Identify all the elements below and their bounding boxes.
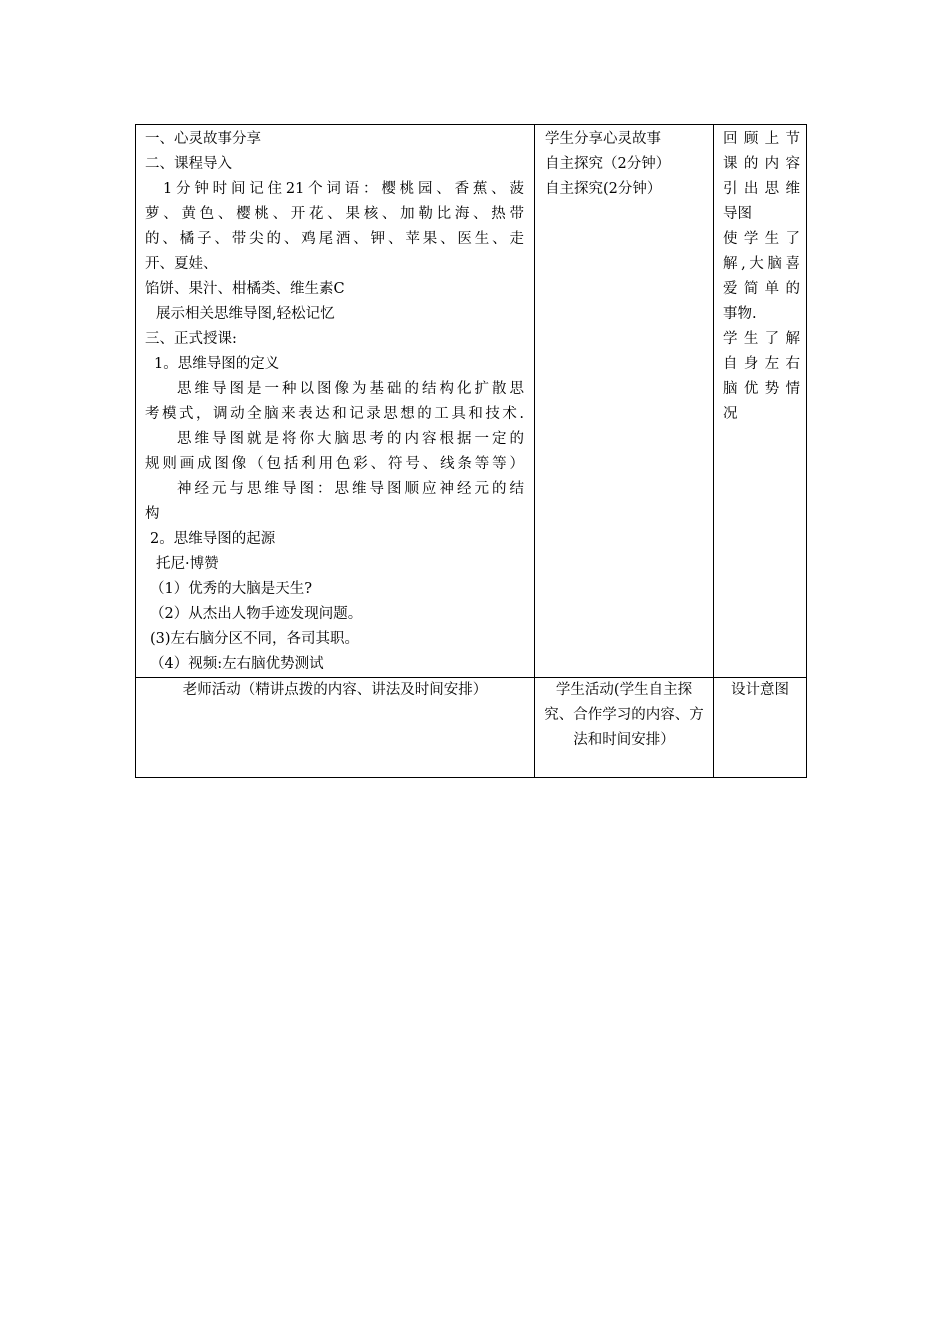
intent-line: 导图: [723, 206, 752, 222]
main-line: 思维导图就是将你大脑思考的内容根据一定的: [177, 431, 524, 447]
main-line: 展示相关思维导图,轻松记忆: [156, 306, 335, 322]
content-row: [136, 125, 807, 678]
header-row: [136, 678, 807, 778]
student-activity-header: [535, 678, 714, 778]
main-line: 考模式，调动全脑来表达和记录思想的工具和技术.: [145, 406, 524, 422]
intent-line: 况: [723, 406, 738, 422]
student-line: 自主探究（2分钟）: [545, 156, 671, 172]
main-line: 2。思维导图的起源: [150, 531, 276, 547]
main-line: 神经元与思维导图：思维导图顺应神经元的结: [177, 481, 524, 497]
lesson-plan-table: [135, 124, 807, 778]
intent-line: 脑优势情: [723, 381, 800, 397]
intent-line: 课的内容: [723, 156, 800, 172]
main-line: （2）从杰出人物手迹发现问题。: [150, 606, 363, 622]
teacher-activity-cell: [136, 125, 535, 678]
main-line: 1。思维导图的定义: [154, 356, 280, 372]
teacher-activity-label: 老师活动（精讲点拨的内容、讲法及时间安排）: [182, 682, 488, 698]
design-intent-label: 设计意图: [731, 682, 789, 698]
intent-line: 学生了解: [723, 331, 800, 347]
intent-line: 自身左右: [723, 356, 800, 372]
main-line: 萝、黄色、樱桃、开花、果核、加勒比海、热带: [145, 206, 524, 222]
intent-line: 爱简单的: [723, 281, 800, 297]
student-line: 自主探究(2分钟）: [545, 181, 662, 197]
main-line: （1）优秀的大脑是天生?: [150, 581, 312, 597]
intent-line: 引出思维: [723, 181, 800, 197]
main-line: 开、夏娃、: [145, 256, 218, 272]
intent-line: 回顾上节: [723, 131, 800, 147]
main-line: (3)左右脑分区不同，各司其职。: [150, 631, 360, 647]
main-line: 1分钟时间记住21个词语：樱桃园、香蕉、菠: [163, 181, 524, 197]
main-line: 构: [145, 506, 160, 522]
design-intent-cell: [714, 125, 807, 678]
main-line: 馅饼、果汁、柑橘类、维生素C: [145, 281, 345, 297]
main-line: 的、橘子、带尖的、鸡尾酒、钾、苹果、医生、走: [145, 231, 524, 247]
main-line: 托尼·博赞: [156, 556, 219, 572]
main-line: 一、心灵故事分享: [145, 131, 261, 147]
design-intent-header: [714, 678, 807, 778]
student-activity-label: 学生活动(学生自主探究、合作学习的内容、方法和时间安排）: [544, 682, 704, 748]
main-line: 三、正式授课:: [145, 331, 237, 347]
main-line: 思维导图是一种以图像为基础的结构化扩散思: [177, 381, 524, 397]
main-line: 规则画成图像（包括利用色彩、符号、线条等等）: [145, 456, 524, 472]
intent-line: 解,大脑喜: [723, 256, 800, 272]
teacher-activity-header: [136, 678, 535, 778]
main-line: 二、课程导入: [145, 156, 232, 172]
main-line: （4）视频:左右脑优势测试: [150, 656, 324, 672]
intent-line: 事物.: [723, 306, 757, 322]
student-activity-cell: [535, 125, 714, 678]
student-line: 学生分享心灵故事: [545, 131, 661, 147]
intent-line: 使学生了: [723, 231, 800, 247]
